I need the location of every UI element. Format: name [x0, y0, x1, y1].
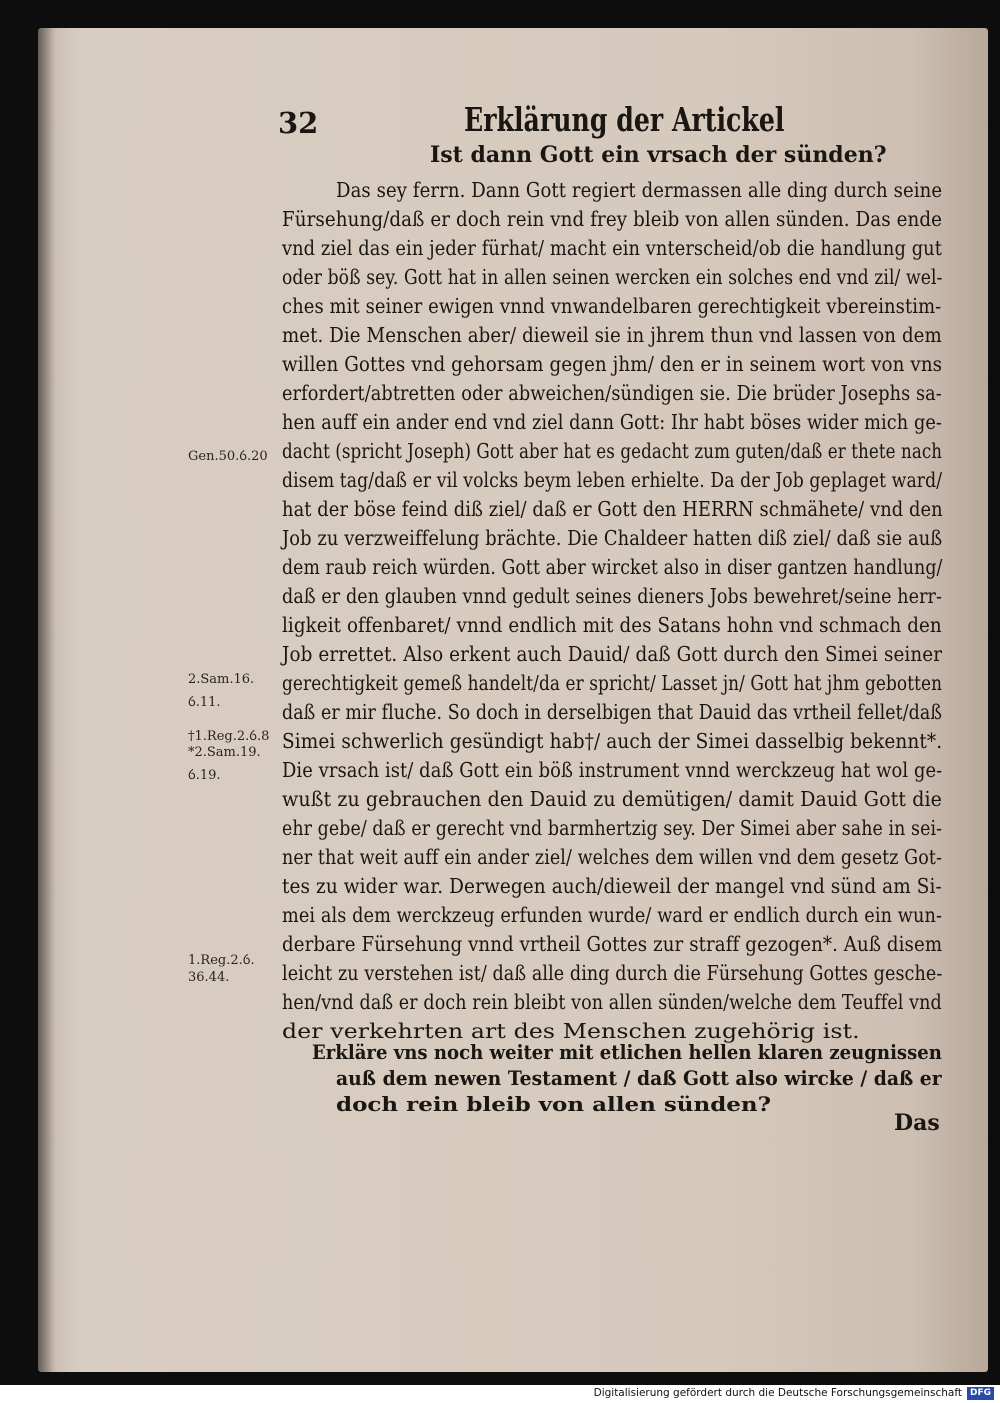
running-header: Erklärung der Artickel [464, 100, 785, 139]
body-line: ches mit seiner ewigen vnnd vnwandelbaren gerechtigkeit vbereinstim- [282, 294, 942, 318]
body-line: derbare Fürsehung vnnd vrtheil Gottes zur straff gezogen*. Auß disem [282, 932, 943, 956]
body-line: Job zu verzweiffelung brächte. Die Chaldeer hatten diß ziel/ daß sie auß [282, 526, 943, 550]
body-line: hat der böse feind diß ziel/ daß er Gott den HERRN schmähete/ vnd den [282, 497, 943, 521]
question-line: auß dem newen Testament / daß Gott also wircke / daß er [336, 1066, 942, 1090]
margin-note: ỽ.11. [188, 695, 221, 710]
body-line: wußt zu gebrauchen den Dauid zu demütigen/ damit Dauid Gott die [282, 787, 942, 811]
body-line: Job errettet. Also erkent auch Dauid/ daß Gott durch den Simei seiner [282, 642, 943, 666]
body-line: gerechtigkeit gemeß handelt/da er spricht/ Lasset jn/ Gott hat jhm gebotten [282, 671, 943, 695]
body-line: ehr gebe/ daß er gerecht vnd barmhertzig sey. Der Simei aber sahe in sei- [282, 816, 943, 840]
margin-note: *2.Sam.19. [188, 745, 261, 760]
body-line: hen/vnd daß er doch rein bleibt von allen sünden/welche dem Teuffel vnd [282, 990, 942, 1014]
body-line: oder böß sey. Gott hat in allen seinen wercken ein solches end vnd zil/ wel- [282, 265, 943, 289]
margin-note: ỽ.19. [188, 768, 221, 783]
body-line: Simei schwerlich gesündigt hab†/ auch der Simei dasselbig bekennt*. [282, 729, 943, 753]
body-line: ligkeit offenbaret/ vnnd endlich mit des Satans hohn vnd schmach den [282, 613, 942, 637]
body-line: Das sey ferrn. Dann Gott regiert dermassen alle ding durch seine [336, 178, 943, 202]
catchword: Das [894, 1110, 940, 1136]
digitization-credit: Digitalisierung gefördert durch die Deutsche Forschungsgemeinschaft [593, 1387, 962, 1399]
body-line: willen Gottes vnd gehorsam gegen jhm/ den er in seinem wort von vns [282, 352, 943, 376]
body-line: der verkehrten art des Menschen zugehörig ist. [282, 1019, 860, 1043]
body-line: erfordert/abtretten oder abweichen/sündigen sie. Die brüder Josephs sa- [282, 381, 942, 405]
body-line: met. Die Menschen aber/ dieweil sie in jhrem thun vnd lassen von dem [282, 323, 942, 347]
body-line: vnd ziel das ein jeder fürhat/ macht ein vnterscheid/ob die handlung gut [282, 236, 942, 260]
body-line: daß er den glauben vnnd gedult seines dieners Jobs bewehret/seine herr- [282, 584, 943, 608]
body-line: Fürsehung/daß er doch rein vnd frey bleib von allen sünden. Das ende [282, 207, 943, 231]
question-line: doch rein bleib von allen sünden? [336, 1092, 772, 1116]
body-line: dacht (spricht Joseph) Gott aber hat es gedacht zum guten/daß er thete nach [282, 439, 943, 463]
body-line: leicht zu verstehen ist/ daß alle ding durch die Fürsehung Gottes gesche- [282, 961, 943, 985]
margin-note: Gen.50.ỽ.20 [188, 449, 268, 464]
body-line: tes zu wider war. Derwegen auch/dieweil der mangel vnd sünd am Si- [282, 874, 942, 898]
margin-note: †1.Reg.2.ỽ.8 [188, 729, 270, 744]
dfg-logo: DFG [967, 1387, 994, 1400]
margin-note: 2.Sam.16. [188, 672, 255, 687]
page-number: 32 [278, 106, 319, 140]
margin-note: 36.44. [188, 970, 230, 985]
body-line: disem tag/daß er vil volcks beym leben erhielte. Da der Job geplaget ward/ [282, 468, 943, 492]
body-line: Die vrsach ist/ daß Gott ein böß instrument vnnd werckzeug hat wol ge- [282, 758, 943, 782]
body-line: ner that weit auff ein ander ziel/ welches dem willen vnd dem gesetz Got- [282, 845, 942, 869]
section-question-heading: Ist dann Gott ein vrsach der sünden? [430, 142, 887, 168]
body-line: mei als dem werckzeug erfunden wurde/ ward er endlich durch ein wun- [282, 903, 943, 927]
body-line: daß er mir fluche. So doch in derselbigen that Dauid das vrtheil fellet/daß [282, 700, 943, 724]
gutter-shadow [38, 28, 56, 1372]
body-line: hen auff ein ander end vnd ziel dann Gott: Ihr habt böses wider mich ge- [282, 410, 942, 434]
margin-note: 1.Reg.2.ỽ. [188, 953, 255, 968]
body-line: dem raub reich würden. Gott aber wircket also in diser gantzen handlung/ [282, 555, 943, 579]
question-line: Erkläre vns noch weiter mit etlichen hellen klaren zeugnissen [312, 1040, 942, 1064]
